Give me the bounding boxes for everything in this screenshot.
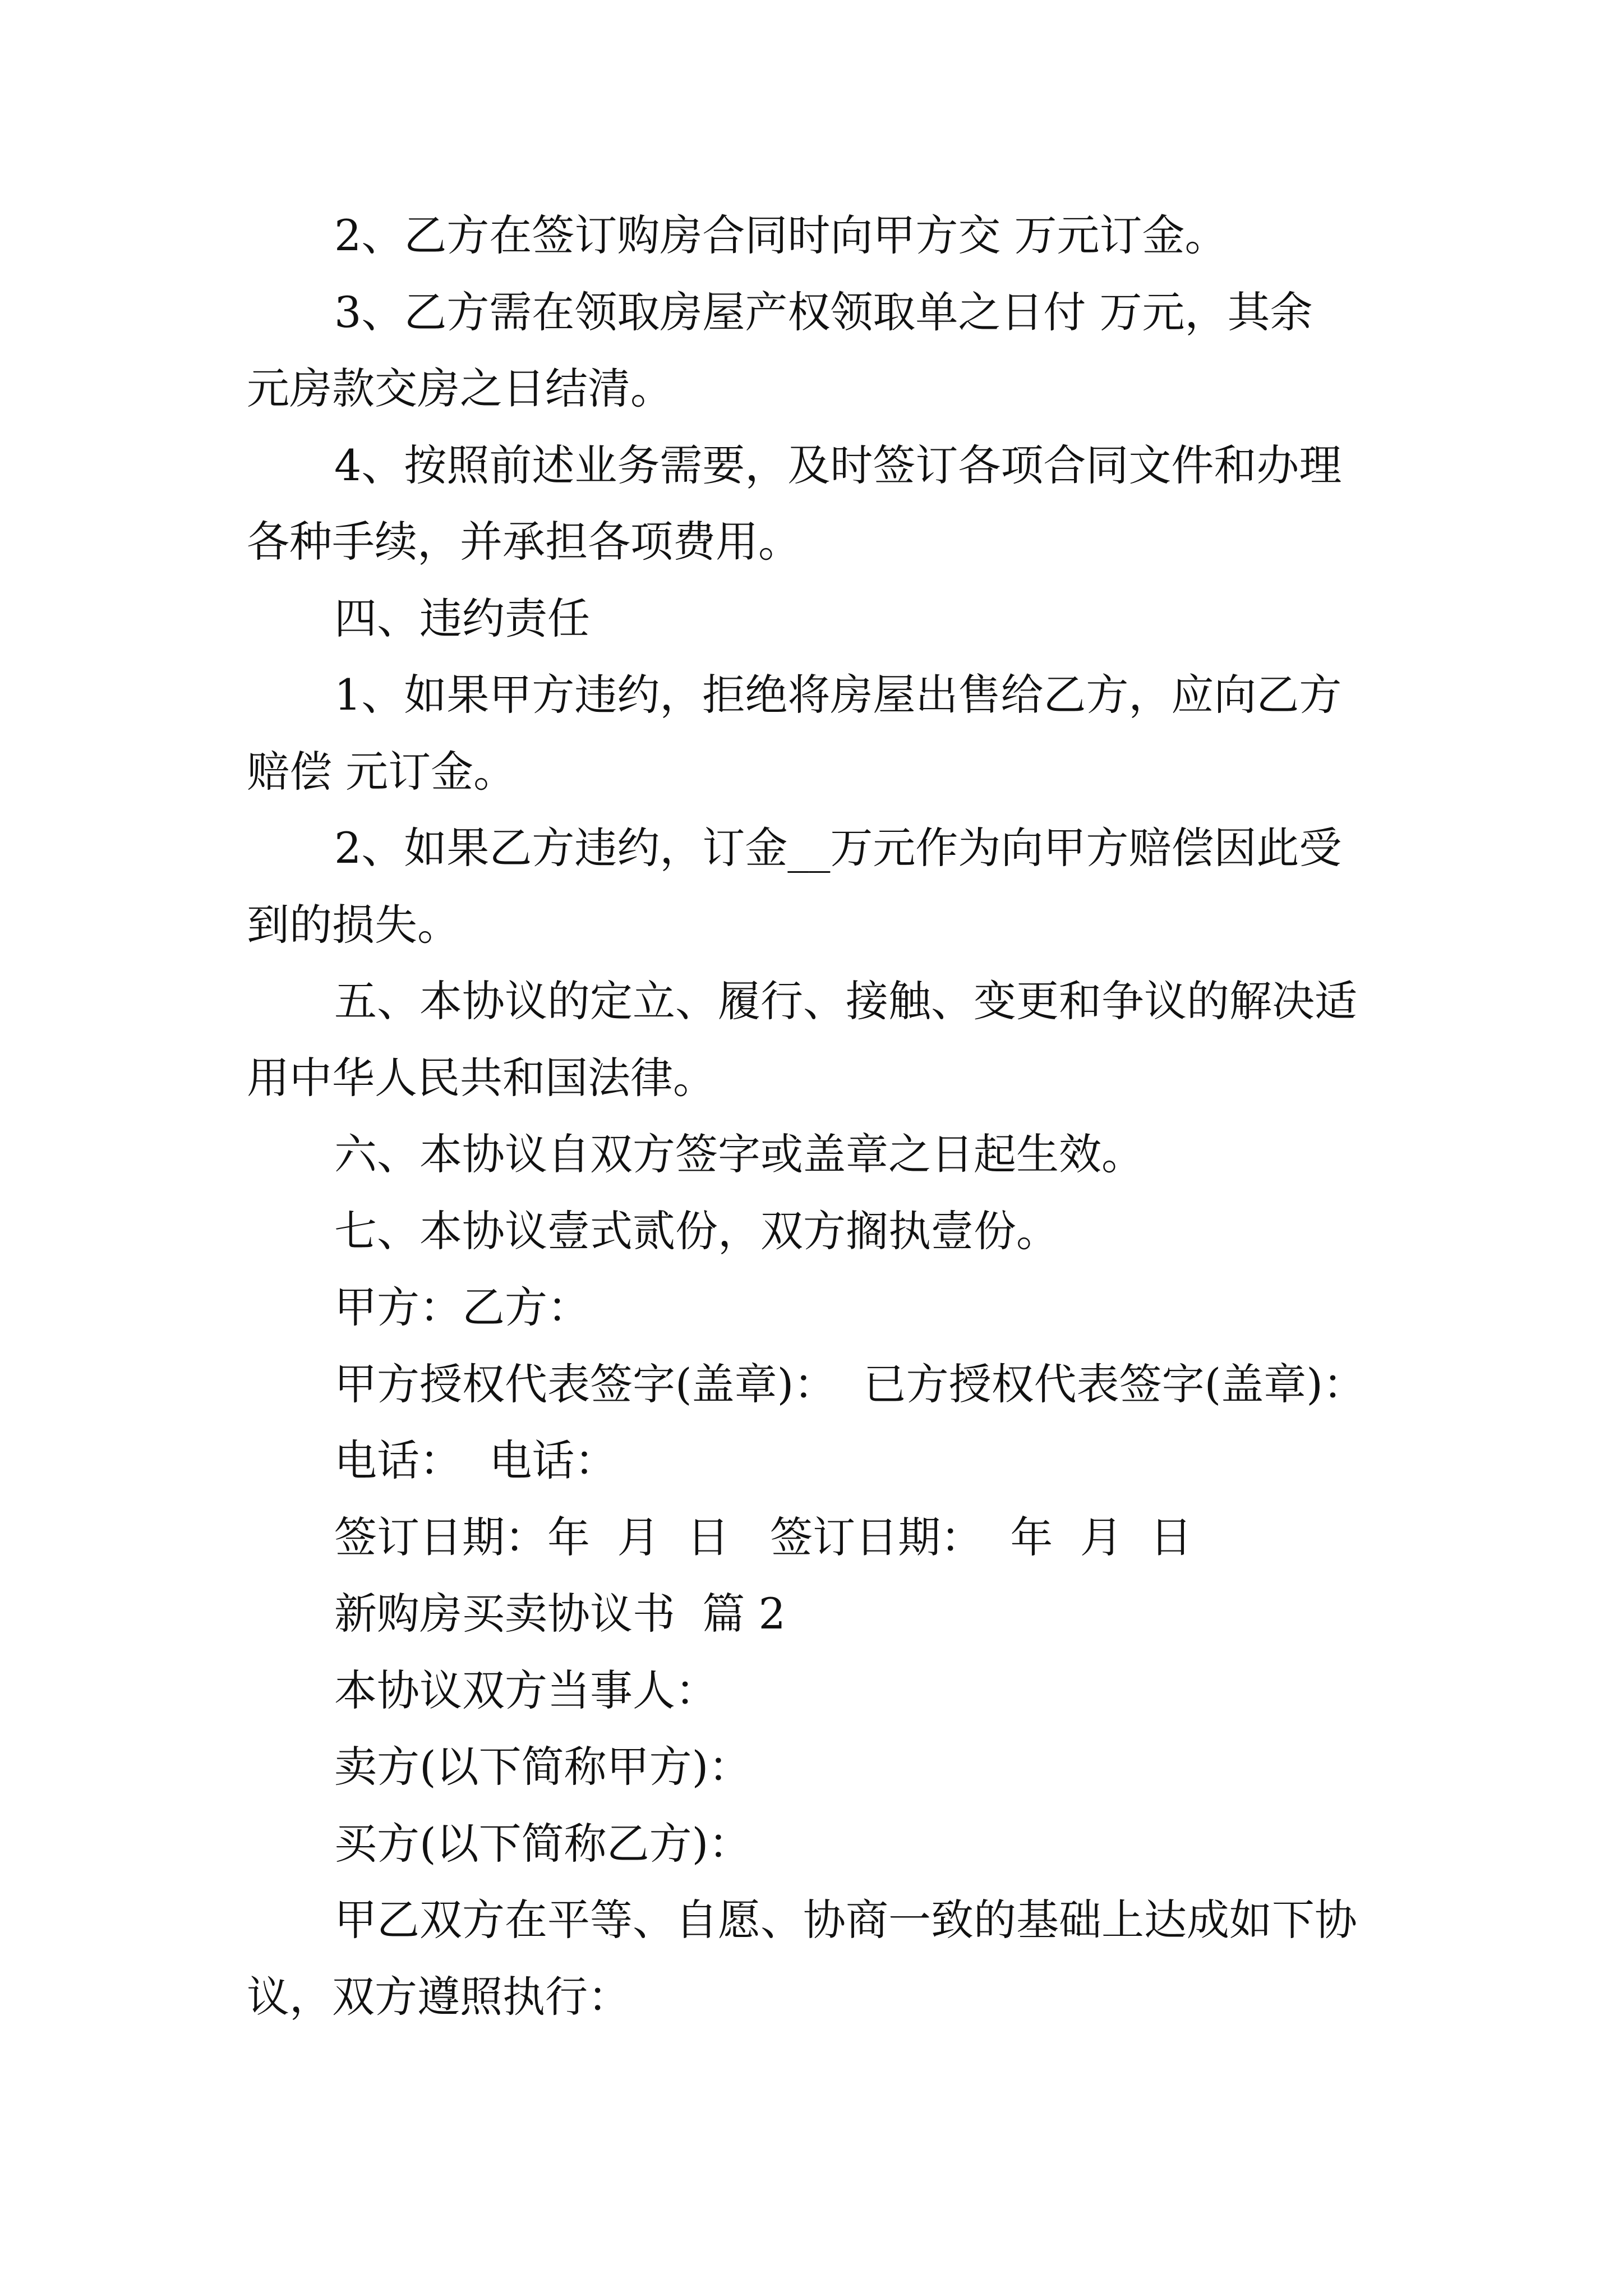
text-line: 甲乙双方在平等、自愿、协商一致的基础上达成如下协: [334, 1895, 1357, 1945]
text-line: 2、乙方在签订购房合同时向甲方交 万元订金。: [334, 210, 1228, 260]
text-line: 到的损失。: [247, 899, 460, 950]
text-line: 签订日期：年 月 日 签订日期： 年 月 日: [334, 1512, 1193, 1562]
text-line: 甲方：乙方：: [334, 1282, 590, 1332]
text-line: 元房款交房之日结清。: [247, 364, 673, 413]
text-line: 赔偿 元订金。: [247, 746, 517, 797]
text-line: 用中华人民共和国法律。: [247, 1052, 716, 1103]
text-line: 卖方(以下简称甲方)：: [334, 1742, 751, 1792]
text-line: 五、本协议的定立、履行、接触、变更和争议的解决适: [334, 976, 1357, 1026]
text-line: 议，双方遵照执行：: [247, 1971, 630, 2022]
document-body: [247, 197, 1382, 2035]
text-line: 本协议双方当事人：: [334, 1665, 718, 1715]
text-line: 3、乙方需在领取房屋产权领取单之日付 万元，其余: [334, 287, 1313, 337]
text-line: 各种手续，并承担各项费用。: [247, 517, 801, 567]
text-line: 电话： 电话：: [334, 1435, 617, 1485]
text-line: 六、本协议自双方签字或盖章之日起生效。: [334, 1129, 1144, 1179]
text-line: 七、本协议壹式贰份，双方搁执壹份。: [334, 1205, 1059, 1256]
text-line: 四、违约责任: [334, 593, 590, 643]
text-line: 甲方授权代表签字(盖章)： 已方授权代表签字(盖章)：: [334, 1359, 1366, 1409]
text-line: 1、如果甲方违约，拒绝将房屋出售给乙方，应向乙方: [334, 670, 1342, 720]
text-line: 4、按照前述业务需要，及时签订各项合同文件和办理: [334, 440, 1342, 490]
text-line: 买方(以下简称乙方)：: [334, 1818, 751, 1869]
text-line: 新购房买卖协议书 篇 2: [334, 1589, 786, 1639]
text-line: 2、如果乙方违约，订金__万元作为向甲方赔偿因此受: [334, 823, 1342, 873]
